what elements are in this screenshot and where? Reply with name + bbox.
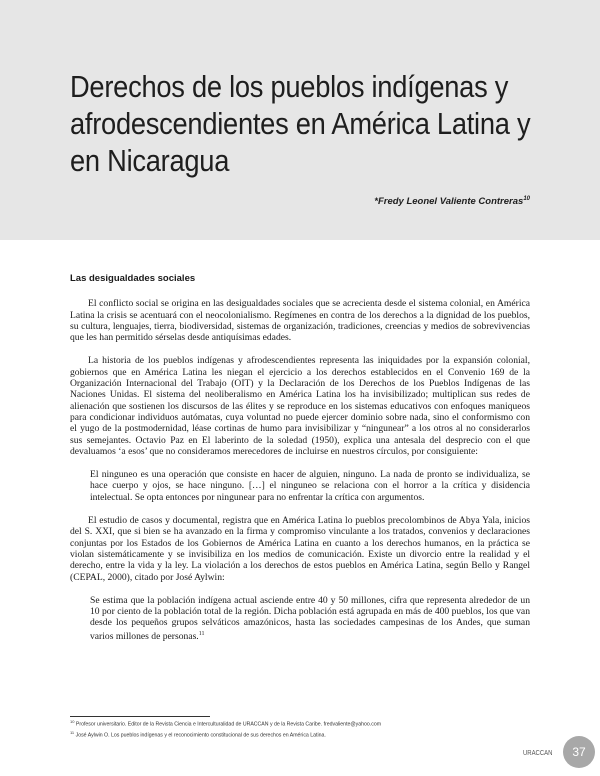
quote-footnote-ref: 11 xyxy=(198,630,205,637)
author-footnote-ref: 10 xyxy=(523,196,530,202)
footnotes xyxy=(70,718,540,739)
paragraph-2: La historia de los pueblos indígenas y afrodescendientes representa las iniquidades por la expansión colonial, gobiernos que en América Latina les niegan el ejercicio a los derechos establecidos en el Convenio 169 de la Organización Internacional del Trabajo (OIT) y la Declaración de los Derechos de los Pueblos Indígenas de las Naciones Unidas. El sistema del neoliberalismo en América Latina los ha invisibilizado; multiplican sus redes de alienación que sostienen los discursos de las élites y se reproduce en los sistemas educativos con enfoques maniqueos para condicionar individuos autómatas, cuya voluntad no puede ejercer dominio sobre nada, sino el conformismo con el yugo de la postmodernidad, léase cortinas de humo para invisibilizar y “ningunear” a los otros al no considerarlos sus semejantes. Octavio Paz en El laberinto de la soledad (1950), explica una antesala del desprecio con el que devaluamos ‘a esos’ que no consideramos merecedores de incluirse en nuestros círculos, por consiguiente: xyxy=(70,355,530,457)
footnote-11 xyxy=(70,729,540,740)
footnote-11-ref: 11 xyxy=(70,729,75,735)
block-quote-2 xyxy=(70,595,530,642)
footer-brand: URACCAN xyxy=(523,750,553,757)
block-quote-2-text: Se estima que la población indígena actual asciende entre 40 y 50 millones, cifra que representa alrededor de un 10 por ciento de la población total de la región. Dicha población está agrupada en más de 400 pueblos, los que van desde los pequeños grupos selváticos amazónicos, hasta las sociedades campesinas de los Andes, que suman varios millones de personas. xyxy=(90,594,530,642)
footnote-11-text: José Aylwin O. Los pueblos indígenas y el reconocimiento constitucional de sus derechos en América Latina. xyxy=(75,732,326,739)
footnote-10 xyxy=(70,718,540,729)
page-number: 37 xyxy=(572,745,586,759)
block-quote-1: El ninguneo es una operación que consiste en hacer de alguien, ninguno. La nada de pronto se individualiza, se hace cuerpo y ojos, se hace ninguno. […] el ninguneo se relaciona con el horror a la crítica y disidencia intelectual. Se opta entonces por ningunear para no enfrentar la crítica con argumentos. xyxy=(90,469,530,503)
author-name: *Fredy Leonel Valiente Contreras xyxy=(374,196,524,208)
page-number-badge xyxy=(563,736,595,768)
author-line xyxy=(374,196,530,207)
article-body xyxy=(70,273,530,654)
footnote-divider xyxy=(70,716,210,717)
section-heading: Las desigualdades sociales xyxy=(70,273,196,284)
article-title: Derechos de los pueblos indígenas y afrodescendientes en América Latina y en Nicaragua xyxy=(70,69,531,178)
paragraph-3: El estudio de casos y documental, registra que en América Latina lo pueblos precolombinos de Abya Yala, inicios del S. XXI, que si bien se ha avanzado en la firma y compromiso vinculante a los tratados, convenios y declaraciones conjuntas por los Estados de los Gobiernos de América Latina en cuanto a los derechos humanos, en la práctica se violan sistemáticamente y se invisibiliza en los medios de comunicación. Existe un divorcio entre la realidad y el derecho, entre la vida y la ley. La violación a los derechos de estos pueblos en América Latina, según Bello y Rangel (CEPAL, 2000), citado por José Aylwin: xyxy=(70,515,530,583)
paragraph-1: El conflicto social se origina en las desigualdades sociales que se acrecienta desde el sistema colonial, en América Latina la crisis se acentuará con el neocolonialismo. Regímenes en contra de los derechos a la dignidad de los pueblos, su cultura, lenguajes, tierra, biodiversidad, sistemas de organización, tradiciones, creencias y medios de sobrevivencias que les han permitido sérselas desde antiquísimas edades. xyxy=(70,298,530,344)
footnote-10-text: Profesor universitario. Editor de la Revista Ciencia e Interculturalidad de URACCAN y de la Revista Caribe. fredvaliente@yahoo.com xyxy=(75,721,382,728)
footnote-10-ref: 10 xyxy=(70,719,75,724)
